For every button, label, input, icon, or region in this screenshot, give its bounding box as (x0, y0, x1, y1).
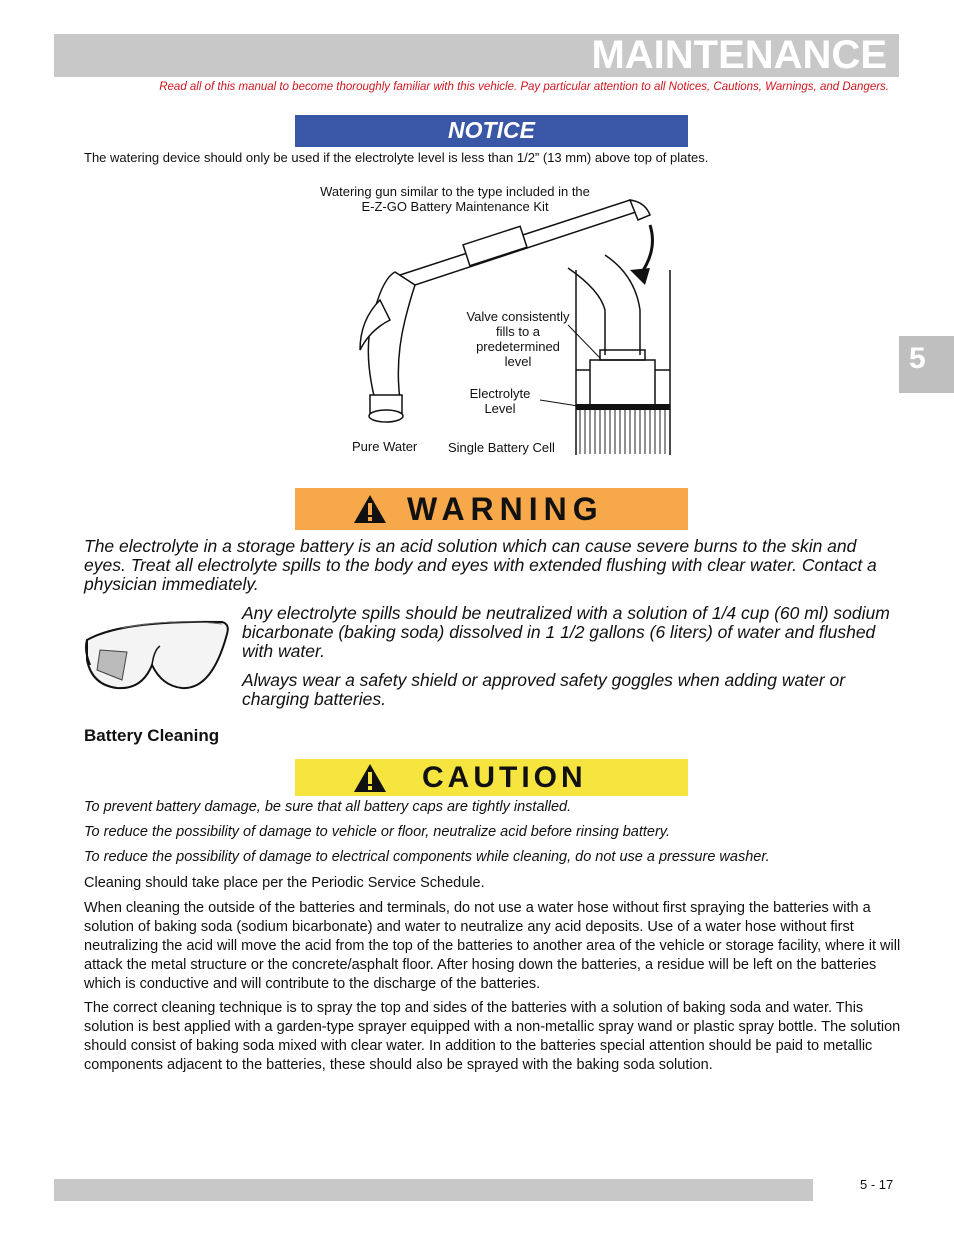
valve-label-line: level (504, 354, 532, 369)
page-number: 5 - 17 (860, 1177, 894, 1192)
valve-label-line: fills to a (495, 324, 541, 339)
header-bar (54, 34, 899, 77)
pure-water-label: Pure Water (352, 439, 418, 454)
figure-caption (305, 184, 605, 214)
body-paragraph-1: Cleaning should take place per the Periodic Service Schedule. (84, 875, 485, 891)
warning-paragraph-1: Any electrolyte spills should be neutralized with a solution of 1/4 cup (60 ml) sodium bicarbonate (baking soda) dissolved in 1 1/2 gallons (6 liters) of water and flushed with water. (242, 603, 890, 661)
valve-label-line: Valve consistently (466, 309, 570, 324)
notice-banner (295, 115, 688, 147)
notice-label: NOTICE (448, 117, 535, 143)
figure-caption-line2: E-Z-GO Battery Maintenance Kit (361, 199, 549, 214)
caution-triangle-icon (353, 763, 387, 793)
electrolyte-label (460, 386, 540, 416)
warning-triangle-icon (353, 494, 387, 524)
figure-caption-line1: Watering gun similar to the type included in the (320, 184, 590, 199)
warning-main-text: The electrolyte in a storage battery is an acid solution which can cause severe burns to the skin and eyes. Treat all electrolyte spills to the body and eyes with extended flushing with clear water. Contact a physician immediately. (84, 536, 877, 594)
body-paragraph-3: The correct cleaning technique is to spray the top and sides of the batteries with a solution of baking soda and water. This solution is best applied with a garden-type sprayer equipped with a non-metallic spray wand or plastic spray bottle. The solution should consist of baking soda mixed with clear water. In addition to the batteries special attention should be paid to metallic components adjacent to the batteries, these should also be sprayed with the baking soda solution. (84, 1000, 901, 1073)
warning-banner (295, 488, 688, 530)
safety-goggles-image (82, 610, 232, 695)
electrolyte-label-line: Level (484, 401, 516, 416)
caution-line: To prevent battery damage, be sure that all battery caps are tightly installed. (84, 799, 572, 815)
warning-label: WARNING (407, 491, 604, 527)
warning-paragraph-2: Always wear a safety shield or approved safety goggles when adding water or charging batteries. (242, 670, 846, 709)
notice-text: The watering device should only be used if the electrolyte level is less than 1/2” (13 mm) above top of plates. (84, 150, 709, 165)
caution-line: To reduce the possibility of damage to vehicle or floor, neutralize acid before rinsing battery. (84, 824, 670, 840)
battery-cell-label: Single Battery Cell (448, 440, 555, 455)
intro-text: Read all of this manual to become thoroughly familiar with this vehicle. Pay particular attention to all Notices, Cautions, Warnings, and Dangers. (159, 81, 889, 93)
valve-label (458, 309, 578, 369)
page-title: MAINTENANCE (591, 33, 887, 77)
watering-gun-figure (300, 180, 680, 460)
caution-label: CAUTION (422, 761, 587, 794)
caution-banner (295, 759, 688, 796)
section-title: Battery Cleaning (84, 726, 220, 745)
chapter-number: 5 (909, 342, 926, 375)
chapter-tab (899, 336, 954, 393)
electrolyte-label-line: Electrolyte (469, 386, 531, 401)
valve-label-line: predetermined (476, 339, 560, 354)
body-paragraph-2: When cleaning the outside of the batteries and terminals, do not use a water hose without first spraying the batteries with a solution of baking soda (sodium bicarbonate) and water to neutralize any acid deposits. Use of a water hose without first neutralizing the acid will move the acid from the top of the batteries to another area of the vehicle or storage facility, where it will attack the metal structure or the concrete/asphalt floor. After hosing down the batteries, a residue will be left on the batteries which is conductive and will contribute to the discharge of the batteries. (84, 900, 901, 992)
footer-bar (54, 1179, 813, 1201)
caution-line: To reduce the possibility of damage to electrical components while cleaning, do not use a pressure washer. (84, 849, 770, 865)
